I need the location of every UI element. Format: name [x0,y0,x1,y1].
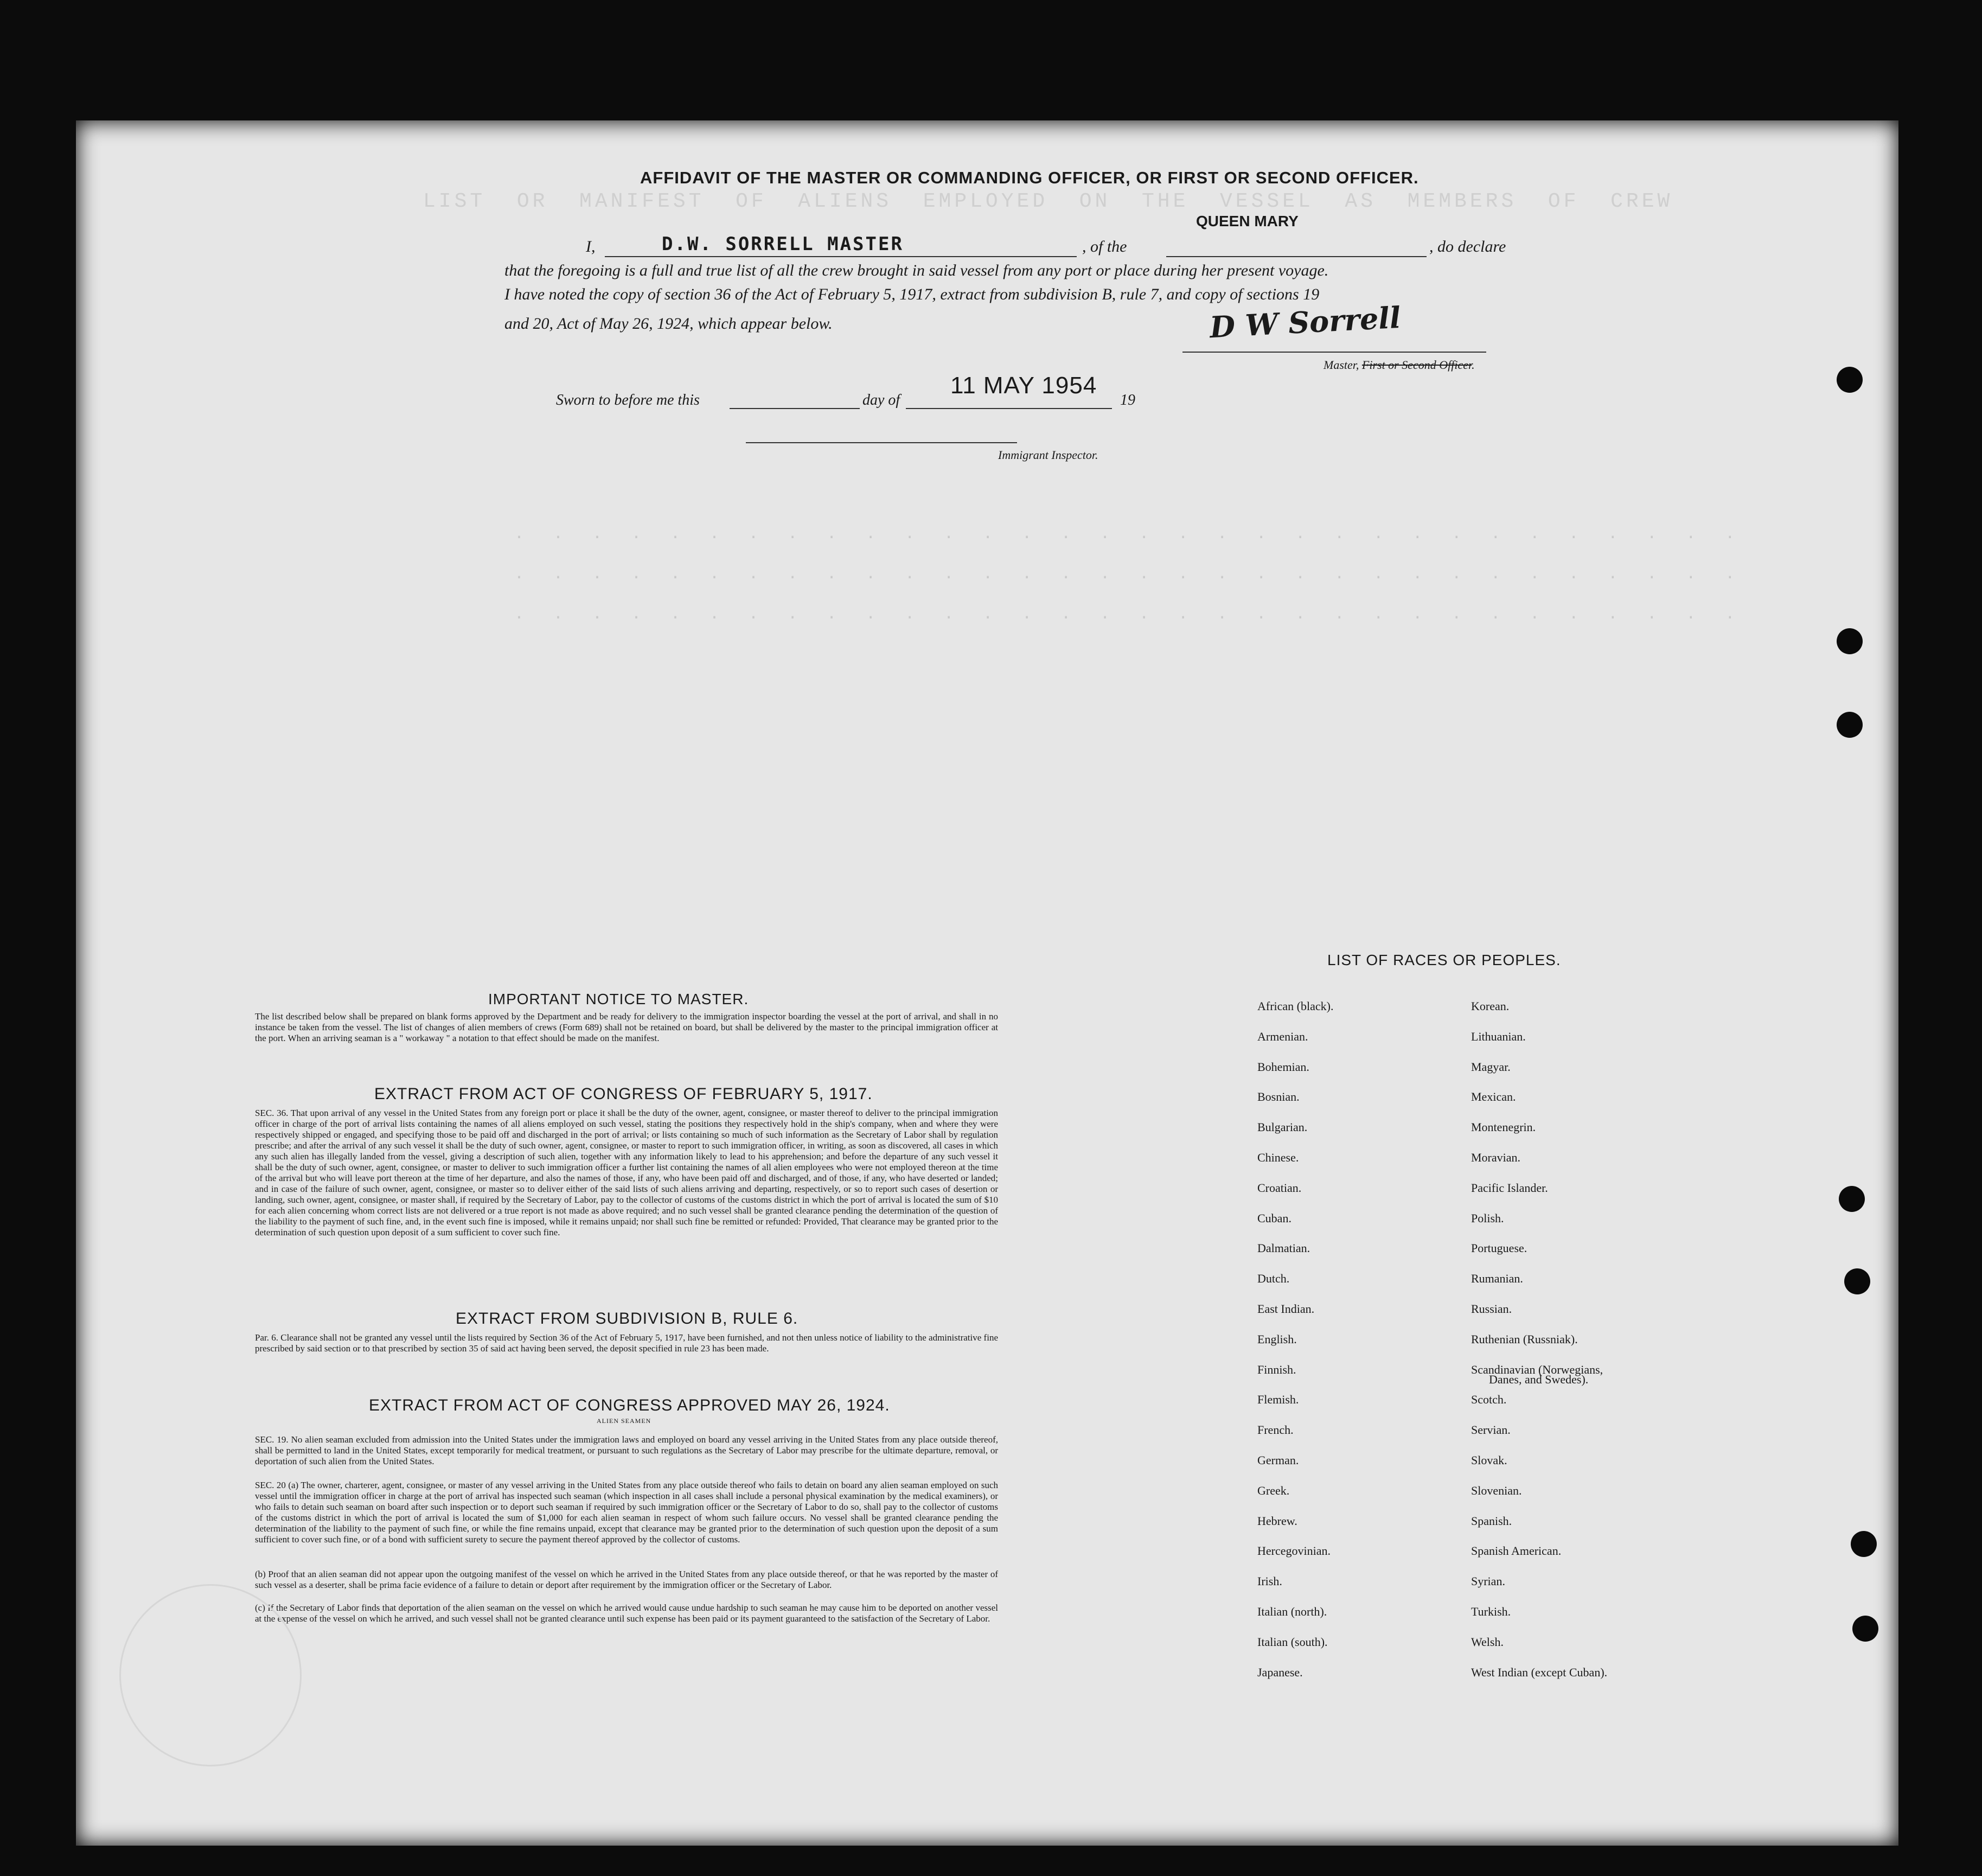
race-item: Dalmatian. [1257,1241,1310,1255]
bleed-through-rows: · · · · · · · · · · · · · · · · · · · · · · · · · · · · · · · · · · · · · · · · · · · · · · · · · · · · · · · · · · · · · · · · · · · · · · · · · · · · · · · · · · · · · · · · · · · · · · · · [514,528,1738,627]
race-item: African (black). [1257,999,1334,1013]
race-item: Bulgarian. [1257,1120,1308,1134]
notice-title: IMPORTANT NOTICE TO MASTER. [488,991,749,1007]
signature-caption [1324,358,1475,372]
extract-1917-body: SEC. 36. That upon arrival of any vessel in the United States from any foreign port or place it shall be the duty of the owner, agent, consignee, or master thereof to deliver to the principal immigration officer in charge of the port of arrival lists containing the names of all aliens employed on such vessel, stating the positions they respectively hold in the ship's company, when and where they were respectively shipped or engaged, and specifying those to be paid off and discharged in the port of arrival; or lists containing so much of such information as the Secretary of Labor shall by regulation prescribe; and after the arrival of any such vessel it shall be the duty of such owner, agent, consignee, or master to report to such immigration officer, in writing, as soon as discovered, all cases in which any such alien has illegally landed from the vessel, giving a description of such alien, together with any information likely to lead to his apprehension; and before the departure of any such vessel it shall be the duty of such owner, agent, consignee, or master to deliver to such immigration officer a further list containing the names of all alien employees who were not employed thereon at the time of the arrival but who will leave port thereon at the time of her departure, and also the names of those, if any, who have been paid off and discharged, and of those, if any, who have deserted or landed; and in case of the failure of such owner, agent, consignee, or master so to deliver either of the said lists of such aliens arriving and departing, respectively, or so to report such cases of desertion or landing, such owner, agent, consignee, or master shall, if required by the Secretary of Labor, pay to the collector of customs of the customs district in which the port of arrival is located the sum of $10 for each alien concerning whom correct lists are not delivered or a true report is not made as above required; and no such vessel shall be granted clearance pending the determination of the question of the liability to the payment of such fine, and, in the event such fine is imposed, while it remains unpaid; nor shall such fine be remitted or refunded: Provided, That clearance may be granted prior to the determination of such question upon deposit of a sum sufficient to cover such fine. [255,1108,998,1237]
race-item: Turkish. [1471,1605,1511,1618]
race-item: Magyar. [1471,1060,1511,1074]
punch-hole [1837,628,1863,654]
punch-hole [1844,1268,1870,1294]
sworn-day-line [730,408,860,409]
race-item: Chinese. [1257,1151,1299,1164]
race-item: Hebrew. [1257,1514,1297,1528]
name-line [605,256,1077,257]
inspector-caption: Immigrant Inspector. [998,448,1098,462]
race-item: English. [1257,1332,1297,1346]
year-prefix: 19 [1120,392,1135,409]
race-item: Armenian. [1257,1029,1308,1043]
signature-line [1182,352,1486,353]
subdivision-b-title: EXTRACT FROM SUBDIVISION B, RULE 6. [456,1310,798,1328]
race-item: Slovenian. [1471,1483,1522,1497]
struck-officer-caption: First or Second Officer [1361,358,1472,372]
master-signature: D W Sorrell [1209,299,1402,345]
caption-period: . [1472,358,1475,372]
race-item: East Indian. [1257,1302,1315,1316]
race-item: German. [1257,1453,1299,1467]
race-item: Spanish. [1471,1514,1512,1528]
punch-hole [1837,712,1863,738]
affidavit-line-3: and 20, Act of May 26, 1924, which appear below. [504,315,833,333]
race-scandinavian-continuation: Danes, and Swedes). [1489,1373,1589,1386]
master-caption: Master, [1324,358,1359,372]
punch-hole [1839,1186,1865,1212]
vessel-line [1166,256,1427,257]
race-item: Croatian. [1257,1181,1302,1195]
subdivision-b-body: Par. 6. Clearance shall not be granted any vessel until the lists required by Section 36 of the Act of February 5, 1917, have been furnished, and not then unless notice of liability to the administrative fine prescribed by said section or to that prescribed by section 35 of said act having been served, the deposit specified in rule 23 has been made. [255,1332,998,1354]
race-item: Italian (south). [1257,1635,1328,1649]
extract-1924-sec20a: SEC. 20 (a) The owner, charterer, agent, consignee, or master of any vessel arriving in the United States from any place outside thereof who fails to detain on board any alien seaman employed on such vessel until the immigration officer in charge at the port of arrival has inspected such seaman (which inspection in all cases shall include a personal physical examination by the medical examiners), or who fails to detain such seaman on board after such inspection or to deport such seaman if required by such immigration officer or the Secretary of Labor to do so, shall pay to the collector of customs of the customs district in which the port of arrival is located the sum of $1,000 for each alien seaman in respect of whom such failure occurs. No vessel shall be granted clearance pending the determination of the liability to the payment of such fine, or while the fine remains unpaid, except that clearance may be granted prior to the determination of such question upon the deposit of a sum sufficient to cover such fine, or of a bond with sufficient surety to secure the payment thereof approved by the collector of customs. [255,1480,998,1545]
extract-1924-sec20c: (c) If the Secretary of Labor finds that deportation of the alien seaman on the vessel on which he arrived would cause undue hardship to such seaman he may cause him to be deported on another vessel at the expense of the vessel on which he arrived, and such vessel shall not be granted clearance until such expense has been paid or its payment guaranteed to the satisfaction of the Secretary of Labor. [255,1603,998,1624]
bleed-through-heading: LIST OR MANIFEST OF ALIENS EMPLOYED ON THE VESSEL AS MEMBERS OF CREW [423,190,1673,213]
race-item: Japanese. [1257,1665,1303,1679]
race-item: Montenegrin. [1471,1120,1536,1134]
race-item: Greek. [1257,1483,1290,1497]
declare-label: , do declare [1429,238,1506,256]
race-item: Finnish. [1257,1362,1296,1376]
sworn-date-line [906,408,1112,409]
race-item: Rumanian. [1471,1272,1523,1286]
race-item: French. [1257,1423,1294,1437]
affidavit-title: AFFIDAVIT OF THE MASTER OR COMMANDING OFFICER, OR FIRST OR SECOND OFFICER. [640,168,1419,187]
race-item: Korean. [1471,999,1510,1013]
race-item: Scotch. [1471,1393,1507,1407]
race-item: Bosnian. [1257,1090,1300,1104]
extract-1917-title: EXTRACT FROM ACT OF CONGRESS OF FEBRUARY 5, 1917. [374,1085,873,1103]
extract-1924-subtitle: ALIEN SEAMEN [597,1417,651,1425]
punch-hole [1837,367,1863,393]
race-item: Polish. [1471,1211,1504,1225]
vessel-name: QUEEN MARY [1196,213,1299,229]
i-label: I, [586,238,596,256]
race-item: Spanish American. [1471,1544,1562,1558]
extract-1924-sec19: SEC. 19. No alien seaman excluded from admission into the United States under the immigration laws and employed on board any vessel arriving in the United States from any place outside thereof, shall be permitted to land in the United States, except temporarily for medical treatment, or pursuant to such regulations as the Secretary of Labor may prescribe for the ultimate departure, removal, or deportation of such alien from the United States. [255,1434,998,1466]
race-item: West Indian (except Cuban). [1471,1665,1608,1679]
punch-hole [1852,1616,1878,1642]
race-item: Lithuanian. [1471,1029,1526,1043]
race-item: Scandinavian (Norwegians, [1471,1362,1603,1376]
races-title: LIST OF RACES OR PEOPLES. [1327,952,1561,968]
race-item: Moravian. [1471,1151,1521,1164]
inspector-line [746,442,1017,443]
date-stamp: 11 MAY 1954 [950,372,1097,399]
day-of-label: day of [862,392,900,409]
race-item: Italian (north). [1257,1605,1327,1618]
race-item: Slovak. [1471,1453,1507,1467]
race-item: Pacific Islander. [1471,1181,1548,1195]
extract-1924-sec20b: (b) Proof that an alien seaman did not appear upon the outgoing manifest of the vessel on which he arrived in the United States from any place outside thereof, or that he was reported by the master of such vessel as a deserter, shall be prima facie evidence of a failure to detain or deport after requirement by the immigration officer or the Secretary of Labor. [255,1569,998,1590]
punch-hole [1851,1531,1877,1557]
notice-body: The list described below shall be prepared on blank forms approved by the Department and be ready for delivery to the immigration inspector boarding the vessel at the port of arrival, and shall in no instance be taken from the vessel. The list of changes of alien members of crews (Form 689) shall not be retained on board, but shall be delivered by the master to the principal immigration officer at the port. When an arriving seaman is a " workaway " a notation to that effect should be made on the manifest. [255,1011,998,1043]
affidavit-line-2: I have noted the copy of section 36 of the Act of February 5, 1917, extract from subdivision B, rule 7, and copy of sections 19 [504,285,1320,303]
race-item: Flemish. [1257,1393,1299,1407]
race-item: Hercegovinian. [1257,1544,1331,1558]
race-item: Cuban. [1257,1211,1292,1225]
race-item: Russian. [1471,1302,1512,1316]
extract-1924-title: EXTRACT FROM ACT OF CONGRESS APPROVED MAY 26, 1924. [369,1396,890,1414]
race-item: Servian. [1471,1423,1511,1437]
race-item: Bohemian. [1257,1060,1309,1074]
of-the-label: , of the [1082,238,1127,256]
master-name-handwritten: D.W. SORRELL MASTER [662,233,904,255]
embossed-seal [119,1584,302,1766]
affidavit-line-1: that the foregoing is a full and true list of all the crew brought in said vessel from any port or place during her present voyage. [504,261,1329,279]
race-item: Dutch. [1257,1272,1290,1286]
race-item: Mexican. [1471,1090,1516,1104]
race-item: Portuguese. [1471,1241,1527,1255]
race-item: Ruthenian (Russniak). [1471,1332,1578,1346]
race-item: Syrian. [1471,1574,1505,1588]
race-item: Welsh. [1471,1635,1504,1649]
sworn-label: Sworn to before me this [556,392,700,409]
race-item: Irish. [1257,1574,1282,1588]
